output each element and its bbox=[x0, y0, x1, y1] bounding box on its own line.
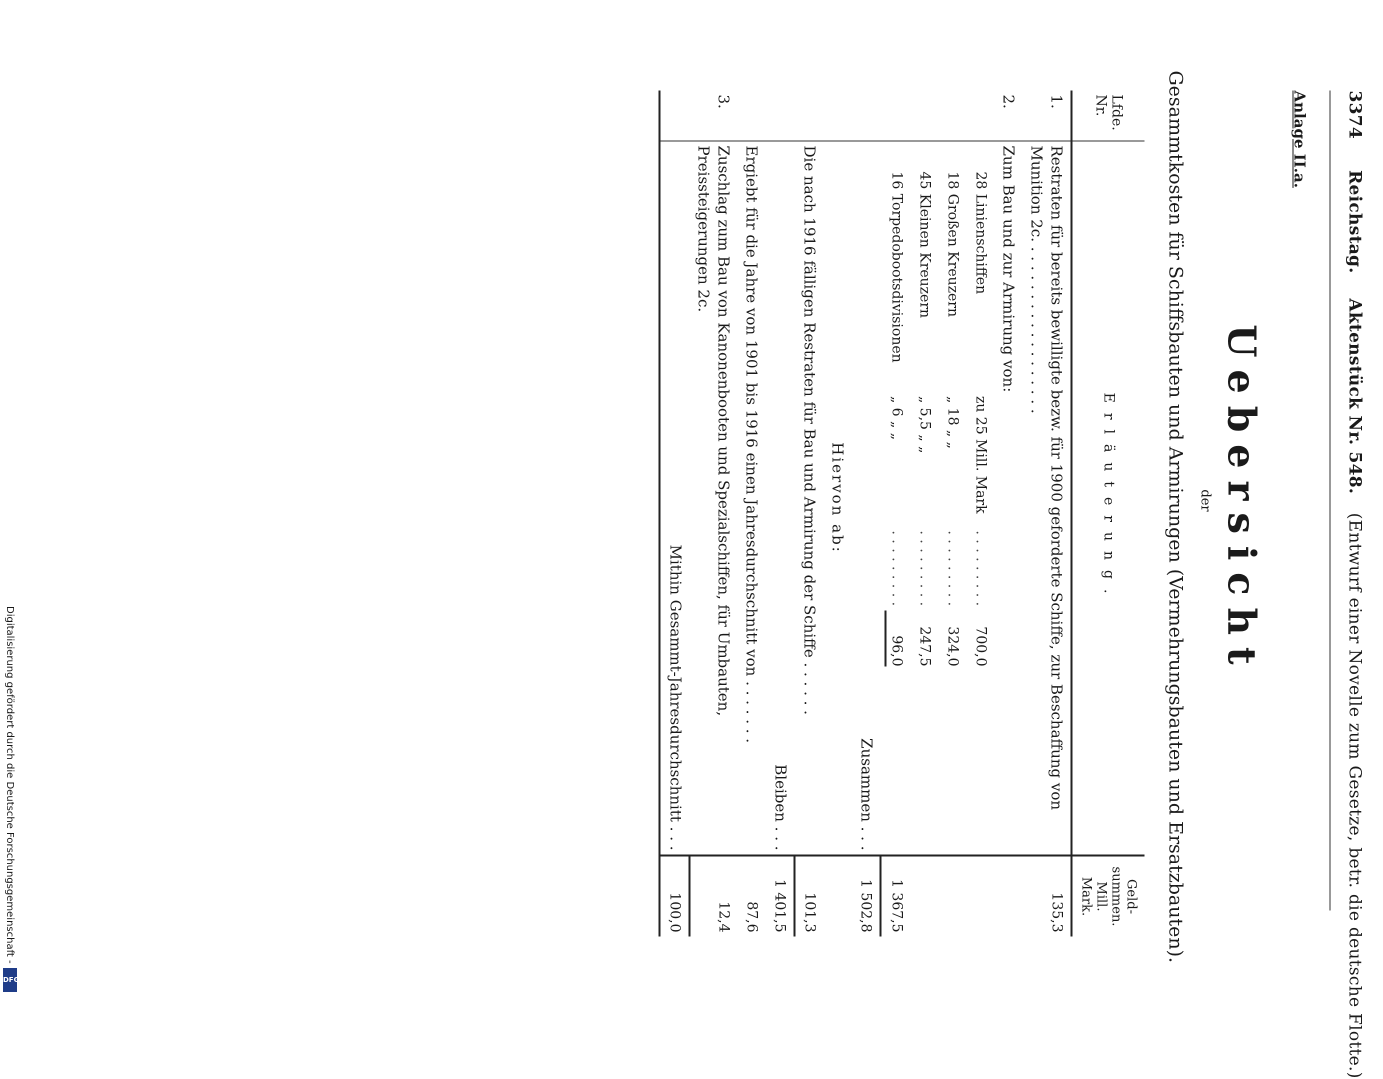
item-name: 28 Linienschiffen bbox=[972, 171, 989, 295]
item-amount: 247,5 bbox=[916, 626, 933, 667]
table-row bbox=[824, 91, 852, 937]
table-row bbox=[995, 91, 1023, 937]
subtotal-sum: 1 367,5 bbox=[881, 856, 911, 937]
row-description: Zuschlag zum Bau von Kanonenbooten und Spezialschiffen, für Umbauten, Preissteigerungen 2c. bbox=[694, 145, 733, 717]
list-item: 28 Linienschiffen zu 25 Mill. Mark . . . . . . . . . 700,0 bbox=[967, 91, 995, 937]
item-amount: 700,0 bbox=[972, 626, 989, 667]
row-number: 2. bbox=[995, 91, 1023, 142]
item-price: „ 6 „ „ bbox=[888, 395, 905, 440]
list-item: 16 Torpedobootsdivisionen „ 6 „ „ . . . . . . . . . 96,0 1 367,5 bbox=[881, 91, 911, 937]
total-sum: 1 502,8 bbox=[852, 856, 881, 937]
dfg-logo: DFG bbox=[3, 968, 17, 992]
column-header-number: Lfde. Nr. bbox=[1072, 91, 1145, 142]
title-connector: der bbox=[1197, 489, 1213, 512]
remaining-sum: 1 401,5 bbox=[766, 856, 795, 937]
item-amount: 324,0 bbox=[944, 626, 961, 667]
item-name: 16 Torpedobootsdivisionen bbox=[888, 171, 905, 363]
total-label: Zusammen . . . bbox=[857, 738, 876, 851]
table-row bbox=[690, 91, 738, 937]
digitization-credit bbox=[4, 606, 18, 994]
item-name: 18 Großen Kreuzern bbox=[944, 171, 961, 317]
remaining-label: Bleiben . . . bbox=[771, 764, 790, 851]
table-row bbox=[1023, 91, 1072, 937]
item-amount: 96,0 bbox=[885, 611, 907, 667]
table-row bbox=[852, 91, 881, 937]
cost-table bbox=[659, 91, 1145, 937]
document-subtitle: Gesammtkosten für Schiffsbauten und Armirungen (Vermehrungsbauten und Ersatzbauten). bbox=[1164, 70, 1187, 964]
average-sum: 87,6 bbox=[738, 856, 766, 937]
row-sum: 12,4 bbox=[690, 856, 738, 937]
average-description: Ergiebt für die Jahre von 1901 bis 1916 einen Jahresdurchschnitt von . . . . . . . bbox=[742, 145, 761, 744]
row-number: 3. bbox=[690, 91, 738, 142]
annex-label: Anlage II.a. bbox=[1290, 90, 1309, 188]
item-name: 45 Kleinen Kreuzern bbox=[916, 171, 933, 319]
row-description: Restraten für bereits bewilligte bezw. für 1900 geforderte Schiffe, zur Beschaffung von Munition 2c. . . . . . . . . . . . . . . . . . . bbox=[1027, 145, 1066, 811]
grand-total-label: Mithin Gesammt-Jahresdurchschnitt . . . bbox=[660, 141, 690, 856]
list-item: 45 Kleinen Kreuzern „ 5,5 „ „ . . . . . . . . . 247,5 bbox=[911, 91, 939, 937]
deduction-sum: 101,3 bbox=[795, 856, 824, 937]
list-item: 18 Großen Kreuzern „ 18 „ „ . . . . . . . . . 324,0 bbox=[939, 91, 967, 937]
document-number: Aktenstück Nr. 548. bbox=[1344, 298, 1365, 495]
item-price: „ 18 „ „ bbox=[944, 395, 961, 449]
grand-total-sum: 100,0 bbox=[660, 856, 690, 937]
document-description: (Entwurf einer Novelle zum Gesetze, betr. die deutsche Flotte.) bbox=[1344, 512, 1365, 1079]
row-number: 1. bbox=[1023, 91, 1072, 142]
table-row bbox=[766, 91, 795, 937]
running-header bbox=[1344, 90, 1365, 1079]
table-row bbox=[738, 91, 766, 937]
digitization-credit-text: Digitalisierung gefördert durch die Deutsche Forschungsgemeinschaft - bbox=[4, 606, 15, 964]
publication-name: Reichstag. bbox=[1344, 170, 1365, 274]
table-row bbox=[795, 91, 824, 937]
page-number: 3374 bbox=[1344, 90, 1365, 140]
table-row bbox=[660, 91, 690, 937]
column-header-sum: Geld-summen. Mill. Mark. bbox=[1072, 856, 1145, 937]
row-description: Zum Bau und zur Armirung von: bbox=[999, 145, 1018, 393]
item-price: zu 25 Mill. Mark bbox=[972, 395, 989, 514]
column-header-description: Erläuterung. bbox=[1072, 141, 1145, 856]
deduction-heading: Hiervon ab: bbox=[828, 442, 847, 554]
item-price: „ 5,5 „ „ bbox=[916, 395, 933, 454]
header-rule bbox=[1330, 91, 1331, 911]
deduction-description: Die nach 1916 fälligen Restraten für Bau und Armirung der Schiffe . . . . . . bbox=[800, 145, 819, 715]
row-sum: 135,3 bbox=[1023, 856, 1072, 937]
document-title: Uebersicht bbox=[1219, 324, 1265, 677]
